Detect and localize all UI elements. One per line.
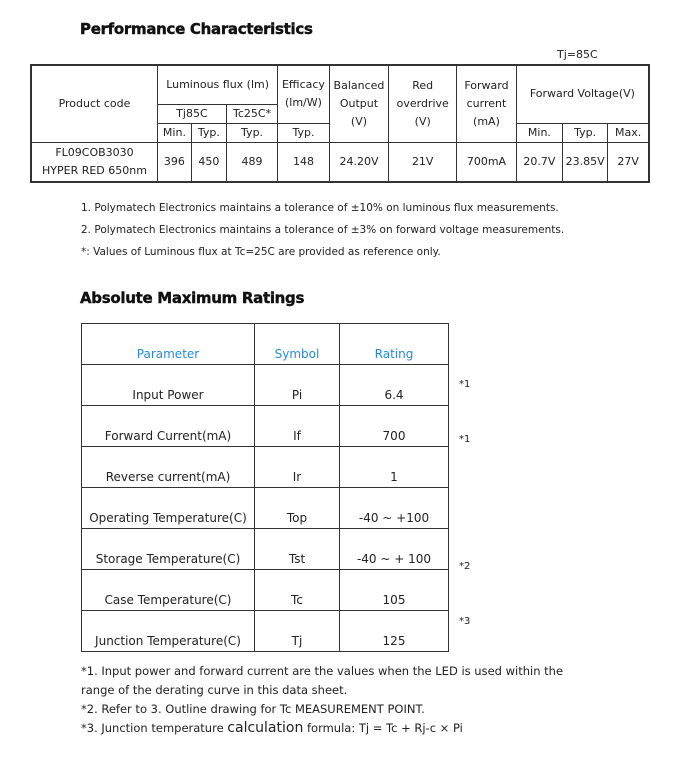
ratings-footnote: range of the derating curve in this data sheet.	[81, 683, 348, 697]
table-row	[82, 447, 449, 488]
footnote-text-large: calculation	[227, 720, 304, 736]
ratings-footnote: *1. Input power and forward current are the values when the LED is used within the	[81, 664, 564, 678]
header-typ: Typ.	[226, 123, 277, 142]
rating: 700	[340, 406, 449, 447]
header-balanced-output: Balanced Output (V)	[329, 65, 389, 142]
ratings-table	[81, 323, 449, 652]
performance-note: 1. Polymatech Electronics maintains a tolerance of ±10% on luminous flux measurements.	[81, 202, 559, 214]
rating: 125	[340, 611, 449, 652]
header-tj85c: Tj85C	[157, 104, 226, 123]
table-row	[82, 529, 449, 570]
vf-typ: 23.85V	[563, 142, 608, 182]
rating: -40 ~ +100	[340, 488, 449, 529]
rating: -40 ~ + 100	[340, 529, 449, 570]
rating: 105	[340, 570, 449, 611]
rating: 1	[340, 447, 449, 488]
condition-label: Tj=85C	[557, 48, 598, 61]
symbol: Ir	[255, 447, 340, 488]
table-row	[82, 611, 449, 652]
ratings-footnote	[81, 719, 463, 738]
header-max: Max.	[608, 123, 649, 142]
balanced-output: 24.20V	[329, 142, 389, 182]
symbol: Tst	[255, 529, 340, 570]
flux-min: 396	[157, 142, 191, 182]
product-code-line2: HYPER RED 650nm	[42, 163, 147, 177]
header-typ: Typ.	[191, 123, 226, 142]
parameter: Case Temperature(C)	[82, 570, 255, 611]
footnote-text: *3. Junction temperature	[81, 721, 228, 735]
table-row	[82, 570, 449, 611]
vf-max: 27V	[608, 142, 649, 182]
header-efficacy: Efficacy (lm/W)	[278, 65, 329, 123]
header-rating: Rating	[340, 324, 449, 365]
symbol: Pi	[255, 365, 340, 406]
header-red-overdrive: Red overdrive (V)	[389, 65, 457, 142]
table-row	[82, 488, 449, 529]
parameter: Input Power	[82, 365, 255, 406]
performance-note: *: Values of Luminous flux at Tc=25C are provided as reference only.	[81, 246, 441, 258]
header-min: Min.	[516, 123, 562, 142]
header-luminous-flux: Luminous flux (lm)	[157, 65, 277, 104]
footnote-marker: *1	[459, 434, 471, 445]
parameter: Storage Temperature(C)	[82, 529, 255, 570]
performance-table	[30, 64, 650, 183]
symbol: Top	[255, 488, 340, 529]
flux-typ: 450	[191, 142, 226, 182]
symbol: If	[255, 406, 340, 447]
footnote-marker: *2	[459, 561, 471, 572]
flux-tc-typ: 489	[226, 142, 277, 182]
header-symbol: Symbol	[255, 324, 340, 365]
parameter: Forward Current(mA)	[82, 406, 255, 447]
parameter: Operating Temperature(C)	[82, 488, 255, 529]
table-row	[82, 406, 449, 447]
rating: 6.4	[340, 365, 449, 406]
footnote-text: formula: Tj = Tc + Rj-c × Pi	[303, 721, 463, 735]
parameter: Reverse current(mA)	[82, 447, 255, 488]
performance-note: 2. Polymatech Electronics maintains a tolerance of ±3% on forward voltage measurements.	[81, 224, 565, 236]
header-typ: Typ.	[563, 123, 608, 142]
header-tc25c: Tc25C*	[226, 104, 277, 123]
product-code	[31, 142, 157, 182]
symbol: Tj	[255, 611, 340, 652]
ratings-title: Absolute Maximum Ratings	[80, 289, 305, 307]
footnote-marker: *3	[459, 616, 471, 627]
forward-current: 700mA	[457, 142, 517, 182]
table-row	[31, 142, 649, 182]
ratings-footnote: *2. Refer to 3. Outline drawing for Tc MEASUREMENT POINT.	[81, 702, 425, 716]
header-min: Min.	[157, 123, 191, 142]
product-code-line1: FL09COB3030	[55, 145, 134, 159]
header-typ: Typ.	[278, 123, 329, 142]
header-parameter: Parameter	[82, 324, 255, 365]
header-forward-voltage: Forward Voltage(V)	[516, 65, 649, 123]
efficacy: 148	[278, 142, 329, 182]
symbol: Tc	[255, 570, 340, 611]
table-row	[82, 365, 449, 406]
footnote-marker: *1	[459, 379, 471, 390]
parameter: Junction Temperature(C)	[82, 611, 255, 652]
header-forward-current: Forward current (mA)	[457, 65, 517, 142]
red-overdrive: 21V	[389, 142, 457, 182]
vf-min: 20.7V	[516, 142, 562, 182]
header-product-code: Product code	[31, 65, 157, 142]
performance-title: Performance Characteristics	[80, 20, 313, 38]
